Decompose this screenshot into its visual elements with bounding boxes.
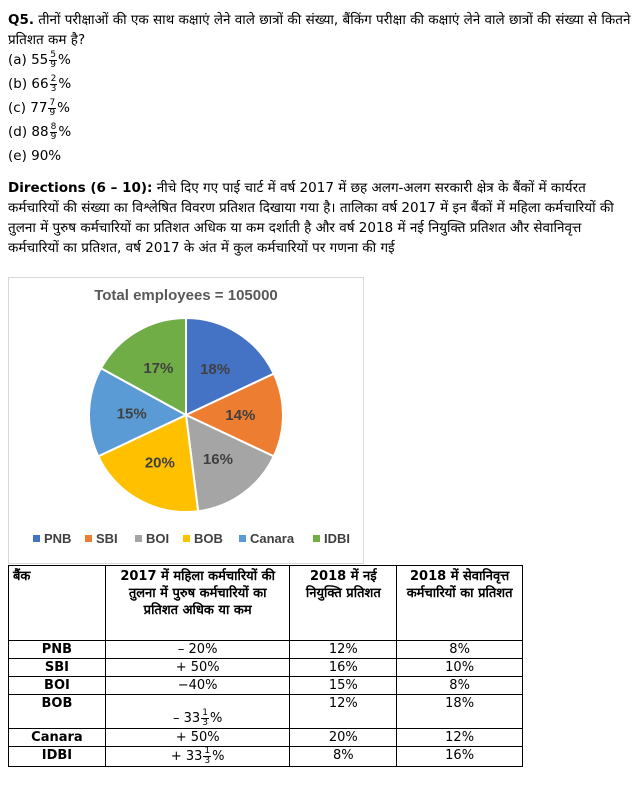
option-a-fraction: $\frac{5}{9}$ xyxy=(50,49,57,70)
option-a-label: (a) 55 xyxy=(8,52,49,68)
legend-label-boi: BOI xyxy=(146,531,170,546)
question-number: Q5. xyxy=(8,12,34,28)
row-bank: BOI xyxy=(9,677,106,695)
row-new: 12% xyxy=(290,641,397,659)
directions-text: नीचे दिए गए पाई चार्ट में वर्ष 2017 में छह अलग-अलग सरकारी क्षेत्र के बैंकों में कार्यरत कर्मचारियों की संख्या का विश्लेषित विवरण प्रतिशत दिखाया गया है। तालिका वर्ष 2017 में इन बैंकों में महिला कर्मचारियों की तुलना में पुरुष कर्मचारियों का प्रतिशत अधिक या कम दर्शाती है और वर्ष 2018 में नई नियुक्ति प्रतिशत और सेवानिवृत्त कर्मचारियों का प्रतिशत, वर्ष 2017 के अंत में कुल कर्मचारियों पर गणना की गई xyxy=(8,180,614,256)
row-new: 15% xyxy=(290,677,397,695)
option-c-label: (c) 77 xyxy=(8,100,48,116)
table-row xyxy=(9,747,523,767)
option-d-fraction: $\frac{8}{9}$ xyxy=(50,121,57,142)
option-d[interactable]: (d) 88 $\frac{8}{9}$ % xyxy=(8,121,72,142)
row-retired: 8% xyxy=(397,641,523,659)
pie-chart xyxy=(8,277,364,564)
legend-swatch-bob xyxy=(183,535,190,542)
option-d-label: (d) 88 xyxy=(8,124,49,140)
legend-swatch-boi xyxy=(135,535,142,542)
pie-label-canara: 15% xyxy=(116,405,147,423)
row-diff: −40% xyxy=(105,677,290,695)
row-retired: 8% xyxy=(397,677,523,695)
row-bank: PNB xyxy=(9,641,106,659)
row-bank: BOB xyxy=(9,695,106,729)
question-text xyxy=(8,10,633,50)
row-new: 16% xyxy=(290,659,397,677)
pie-label-pnb: 18% xyxy=(200,361,231,379)
table-row xyxy=(9,641,523,659)
pie-chart-svg xyxy=(9,278,363,563)
table-row xyxy=(9,677,523,695)
legend-label-bob: BOB xyxy=(194,531,223,546)
row-diff: – 33 $\frac{1}{3}$ % xyxy=(105,695,290,729)
legend-swatch-idbi xyxy=(313,535,320,542)
question-body: तीनों परीक्षाओं की एक साथ कक्षाएं लेने वाले छात्रों की संख्या, बैंकिंग परीक्षा की कक्षाएं लेने वाले छात्रों की संख्या से कितने प्रतिशत कम है? xyxy=(8,12,631,48)
header-gender-diff: 2017 में महिला कर्मचारियों की तुलना में पुरुष कर्मचारियों का प्रतिशत अधिक या कम xyxy=(105,566,290,641)
row-retired: 16% xyxy=(397,747,523,767)
directions-paragraph xyxy=(8,178,633,258)
row-diff: + 50% xyxy=(105,659,290,677)
option-e[interactable] xyxy=(8,146,61,166)
pie-label-boi: 16% xyxy=(202,450,233,468)
row-retired: 18% xyxy=(397,695,523,729)
table-row xyxy=(9,695,523,729)
row-retired: 12% xyxy=(397,729,523,747)
legend-swatch-sbi xyxy=(85,535,92,542)
pie-label-bob: 20% xyxy=(144,454,175,472)
option-c[interactable]: (c) 77 $\frac{7}{9}$ % xyxy=(8,97,70,118)
row-new: 8% xyxy=(290,747,397,767)
row-bank: Canara xyxy=(9,729,106,747)
option-e-label: (e) 90% xyxy=(8,148,62,164)
option-c-fraction: $\frac{7}{9}$ xyxy=(49,97,56,118)
legend-label-pnb: PNB xyxy=(44,531,72,546)
legend-swatch-pnb xyxy=(33,535,40,542)
table-row xyxy=(9,729,523,747)
row-new: 12% xyxy=(290,695,397,729)
pie-label-sbi: 14% xyxy=(225,407,256,424)
option-b[interactable]: (b) 66 $\frac{2}{3}$ % xyxy=(8,73,72,94)
row-diff: – 20% xyxy=(105,641,290,659)
chart-title: Total employees = 105000 xyxy=(94,287,278,304)
data-table xyxy=(8,565,523,767)
row-diff: + 50% xyxy=(105,729,290,747)
table-row xyxy=(9,659,523,677)
header-bank: बैंक xyxy=(9,566,106,641)
legend-label-idbi: IDBI xyxy=(324,531,350,546)
table-header-row xyxy=(9,566,523,641)
row-bank: IDBI xyxy=(9,747,106,767)
row-new: 20% xyxy=(290,729,397,747)
row-bank: SBI xyxy=(9,659,106,677)
header-new-hiring: 2018 में नई नियुक्ति प्रतिशत xyxy=(290,566,397,641)
option-b-fraction: $\frac{2}{3}$ xyxy=(50,73,57,94)
legend-label-sbi: SBI xyxy=(96,531,118,546)
legend-label-canara: Canara xyxy=(250,531,295,546)
row-diff: + 33 $\frac{1}{3}$ % xyxy=(105,747,290,767)
pie-label-idbi: 17% xyxy=(143,360,174,378)
header-retired: 2018 में सेवानिवृत्त कर्मचारियों का प्रतिशत xyxy=(397,566,523,641)
row-retired: 10% xyxy=(397,659,523,677)
legend-swatch-canara xyxy=(239,535,246,542)
option-b-label: (b) 66 xyxy=(8,76,49,92)
directions-label: Directions (6 – 10): xyxy=(8,180,153,196)
option-a[interactable]: (a) 55 $\frac{5}{9}$ % xyxy=(8,49,71,70)
